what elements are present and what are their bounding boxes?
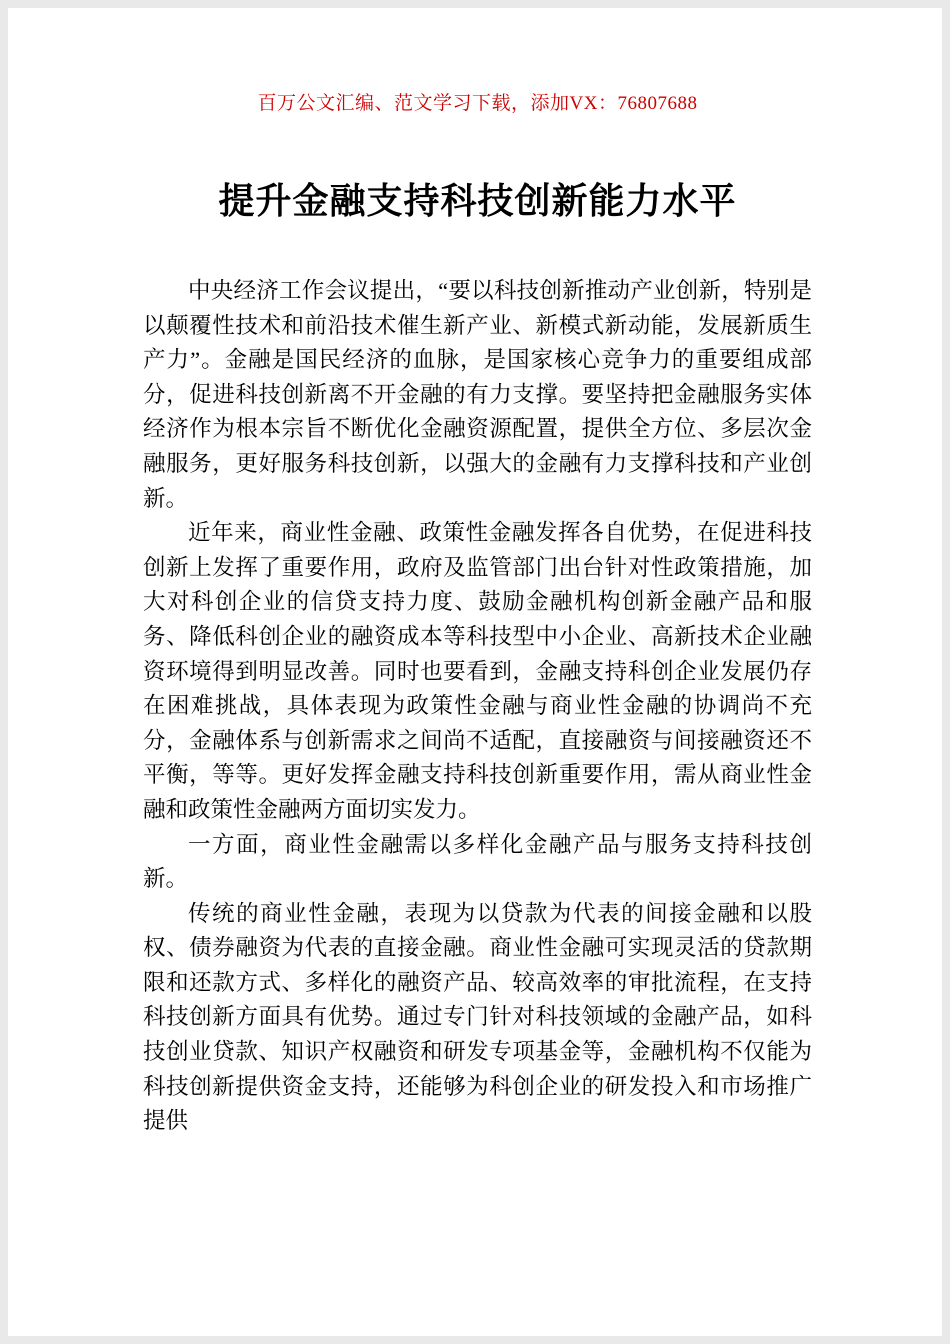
paragraph: 近年来，商业性金融、政策性金融发挥各自优势，在促进科技创新上发挥了重要作用，政府及监管部门出台针对性政策措施，加大对科创企业的信贷支持力度、鼓励金融机构创新金融产品和服务、降低科创企业的融资成本等科技型中小企业、高新技术企业融资环境得到明显改善。同时也要看到，金融支持科创企业发展仍存在困难挑战，具体表现为政策性金融与商业性金融的协调尚不充分，金融体系与创新需求之间尚不适配，直接融资与间接融资还不平衡，等等。更好发挥金融支持科技创新重要作用，需从商业性金融和政策性金融两方面切实发力。 xyxy=(143,520,812,822)
paragraph: 一方面，商业性金融需以多样化金融产品与服务支持科技创新。 xyxy=(143,831,812,892)
paragraph: 中央经济工作会议提出，“要以科技创新推动产业创新，特别是以颠覆性技术和前沿技术催生新产业、新模式新动能，发展新质生产力”。金融是国民经济的血脉，是国家核心竞争力的重要组成部分，促进科技创新离不开金融的有力支撑。要坚持把金融服务实体经济作为根本宗旨不断优化金融资源配置，提供全方位、多层次金融服务，更好服务科技创新，以强大的金融有力支撑科技和产业创新。 xyxy=(143,278,812,511)
promo-notice: 百万公文汇编、范文学习下载，添加VX：76807688 xyxy=(257,93,698,114)
paragraph: 传统的商业性金融，表现为以贷款为代表的间接金融和以股权、债券融资为代表的直接金融。商业性金融可实现灵活的贷款期限和还款方式、多样化的融资产品、较高效率的审批流程，在支持科技创新方面具有优势。通过专门针对科技领域的金融产品，如科技创业贷款、知识产权融资和研发专项基金等，金融机构不仅能为科技创新提供资金支持，还能够为科创企业的研发投入和市场推广提供 xyxy=(143,900,812,1134)
document-page xyxy=(8,8,942,1336)
paragraph-list xyxy=(143,274,812,1139)
document-title: 提升金融支持科技创新能力水平 xyxy=(218,181,737,221)
